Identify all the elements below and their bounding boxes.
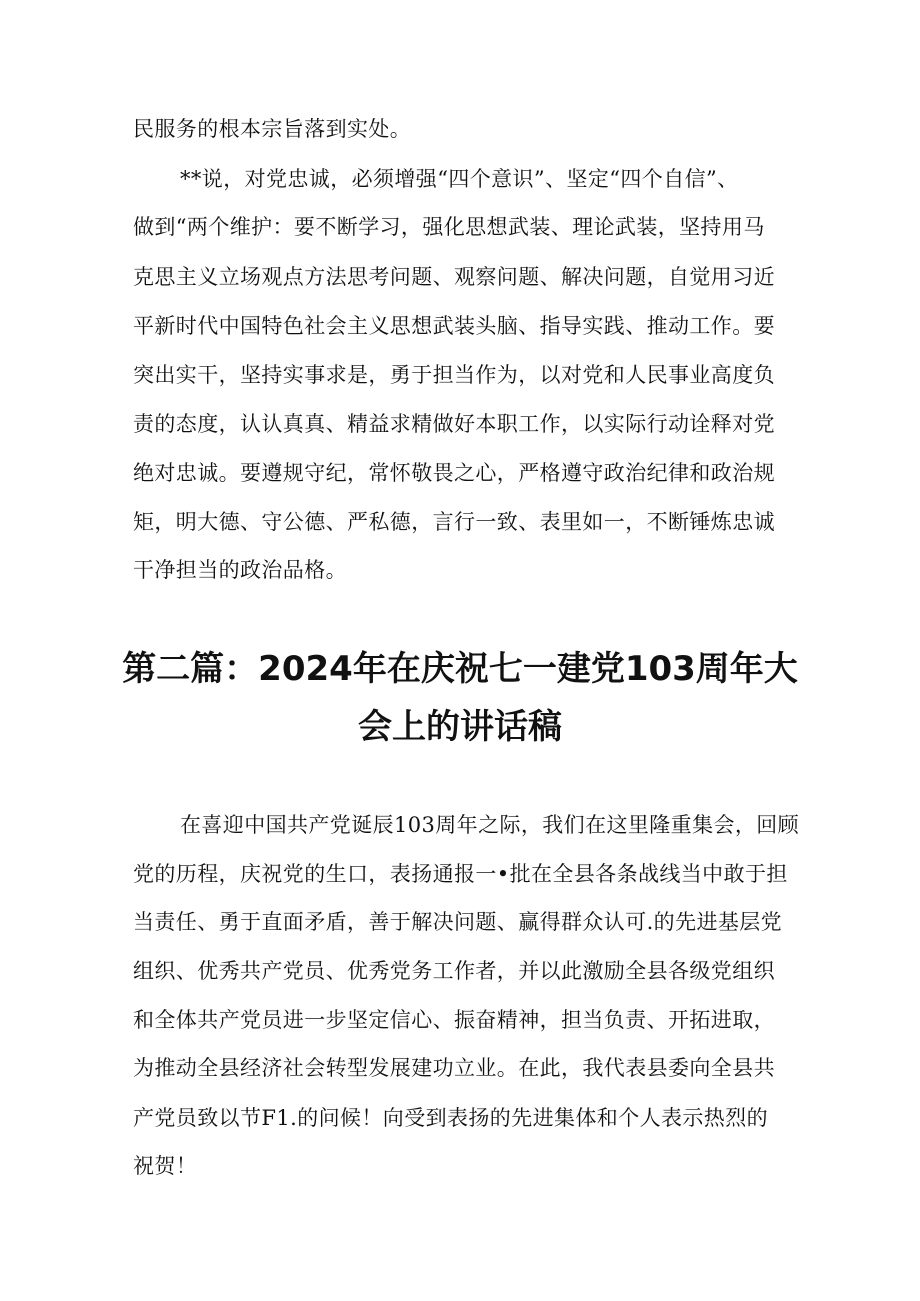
body-text-line: 民服务的根本宗旨落到实处。	[133, 117, 412, 141]
body-text-line: **说，对党忠诚，必须增强“四个意识”、坚定“四个自信”、	[180, 167, 739, 191]
body-text-line: 组织、优秀共产党员、优秀党务工作者，并以此激励全县各级党组织	[133, 959, 775, 983]
body-text-line: 责的态度，认认真真、精益求精做好本职工作，以实际行动诠释对党	[133, 412, 775, 436]
body-text-line: 在喜迎中国共产党诞辰103周年之际，我们在这里隆重集会，回顾	[180, 813, 800, 837]
body-text-line: 祝贺！	[133, 1154, 198, 1178]
body-text-line: 干净担当的政治品格。	[133, 558, 347, 582]
section-heading-line-2: 会上的讲话稿	[358, 707, 562, 747]
body-text-line: 克思主义立场观点方法思考问题、观察问题、解决问题，自觉用习近	[133, 265, 775, 289]
body-text-line: 做到“两个维护：要不断学习，强化思想武装、理论武装，坚持用马	[133, 215, 765, 239]
body-text-line: 当责任、勇于直面矛盾，善于解决问题、赢得群众认可.的先进基层党	[133, 910, 783, 934]
body-text-line: 为推动全县经济社会转型发展建功立业。在此，我代表县委向全县共	[133, 1056, 775, 1080]
body-text-line: 和全体共产党员进一步坚定信心、振奋精神，担当负责、开拓进取，	[133, 1008, 775, 1032]
section-heading-line-1: 第二篇：2024年在庆祝七一建党103周年大	[122, 649, 798, 689]
body-text-line: 突出实干，坚持实事求是，勇于担当作为，以对党和人民事业高度负	[133, 363, 775, 387]
body-text-line: 党的历程，庆祝党的生口，表扬通报一•批在全县各条战线当中敢于担	[133, 862, 788, 886]
body-text-line: 矩，明大德、守公德、严私德，言行一致、表里如一，不断锤炼忠诚	[133, 510, 775, 534]
body-text-line: 平新时代中国特色社会主义思想武装头脑、指导实践、推动工作。要	[133, 314, 775, 338]
body-text-line: 绝对忠诚。要遵规守纪，常怀敬畏之心，严格遵守政治纪律和政治规	[133, 461, 775, 485]
body-text-line: 产党员致以节F1.的问候！向受到表扬的先进集体和个人表示热烈的	[133, 1106, 769, 1130]
